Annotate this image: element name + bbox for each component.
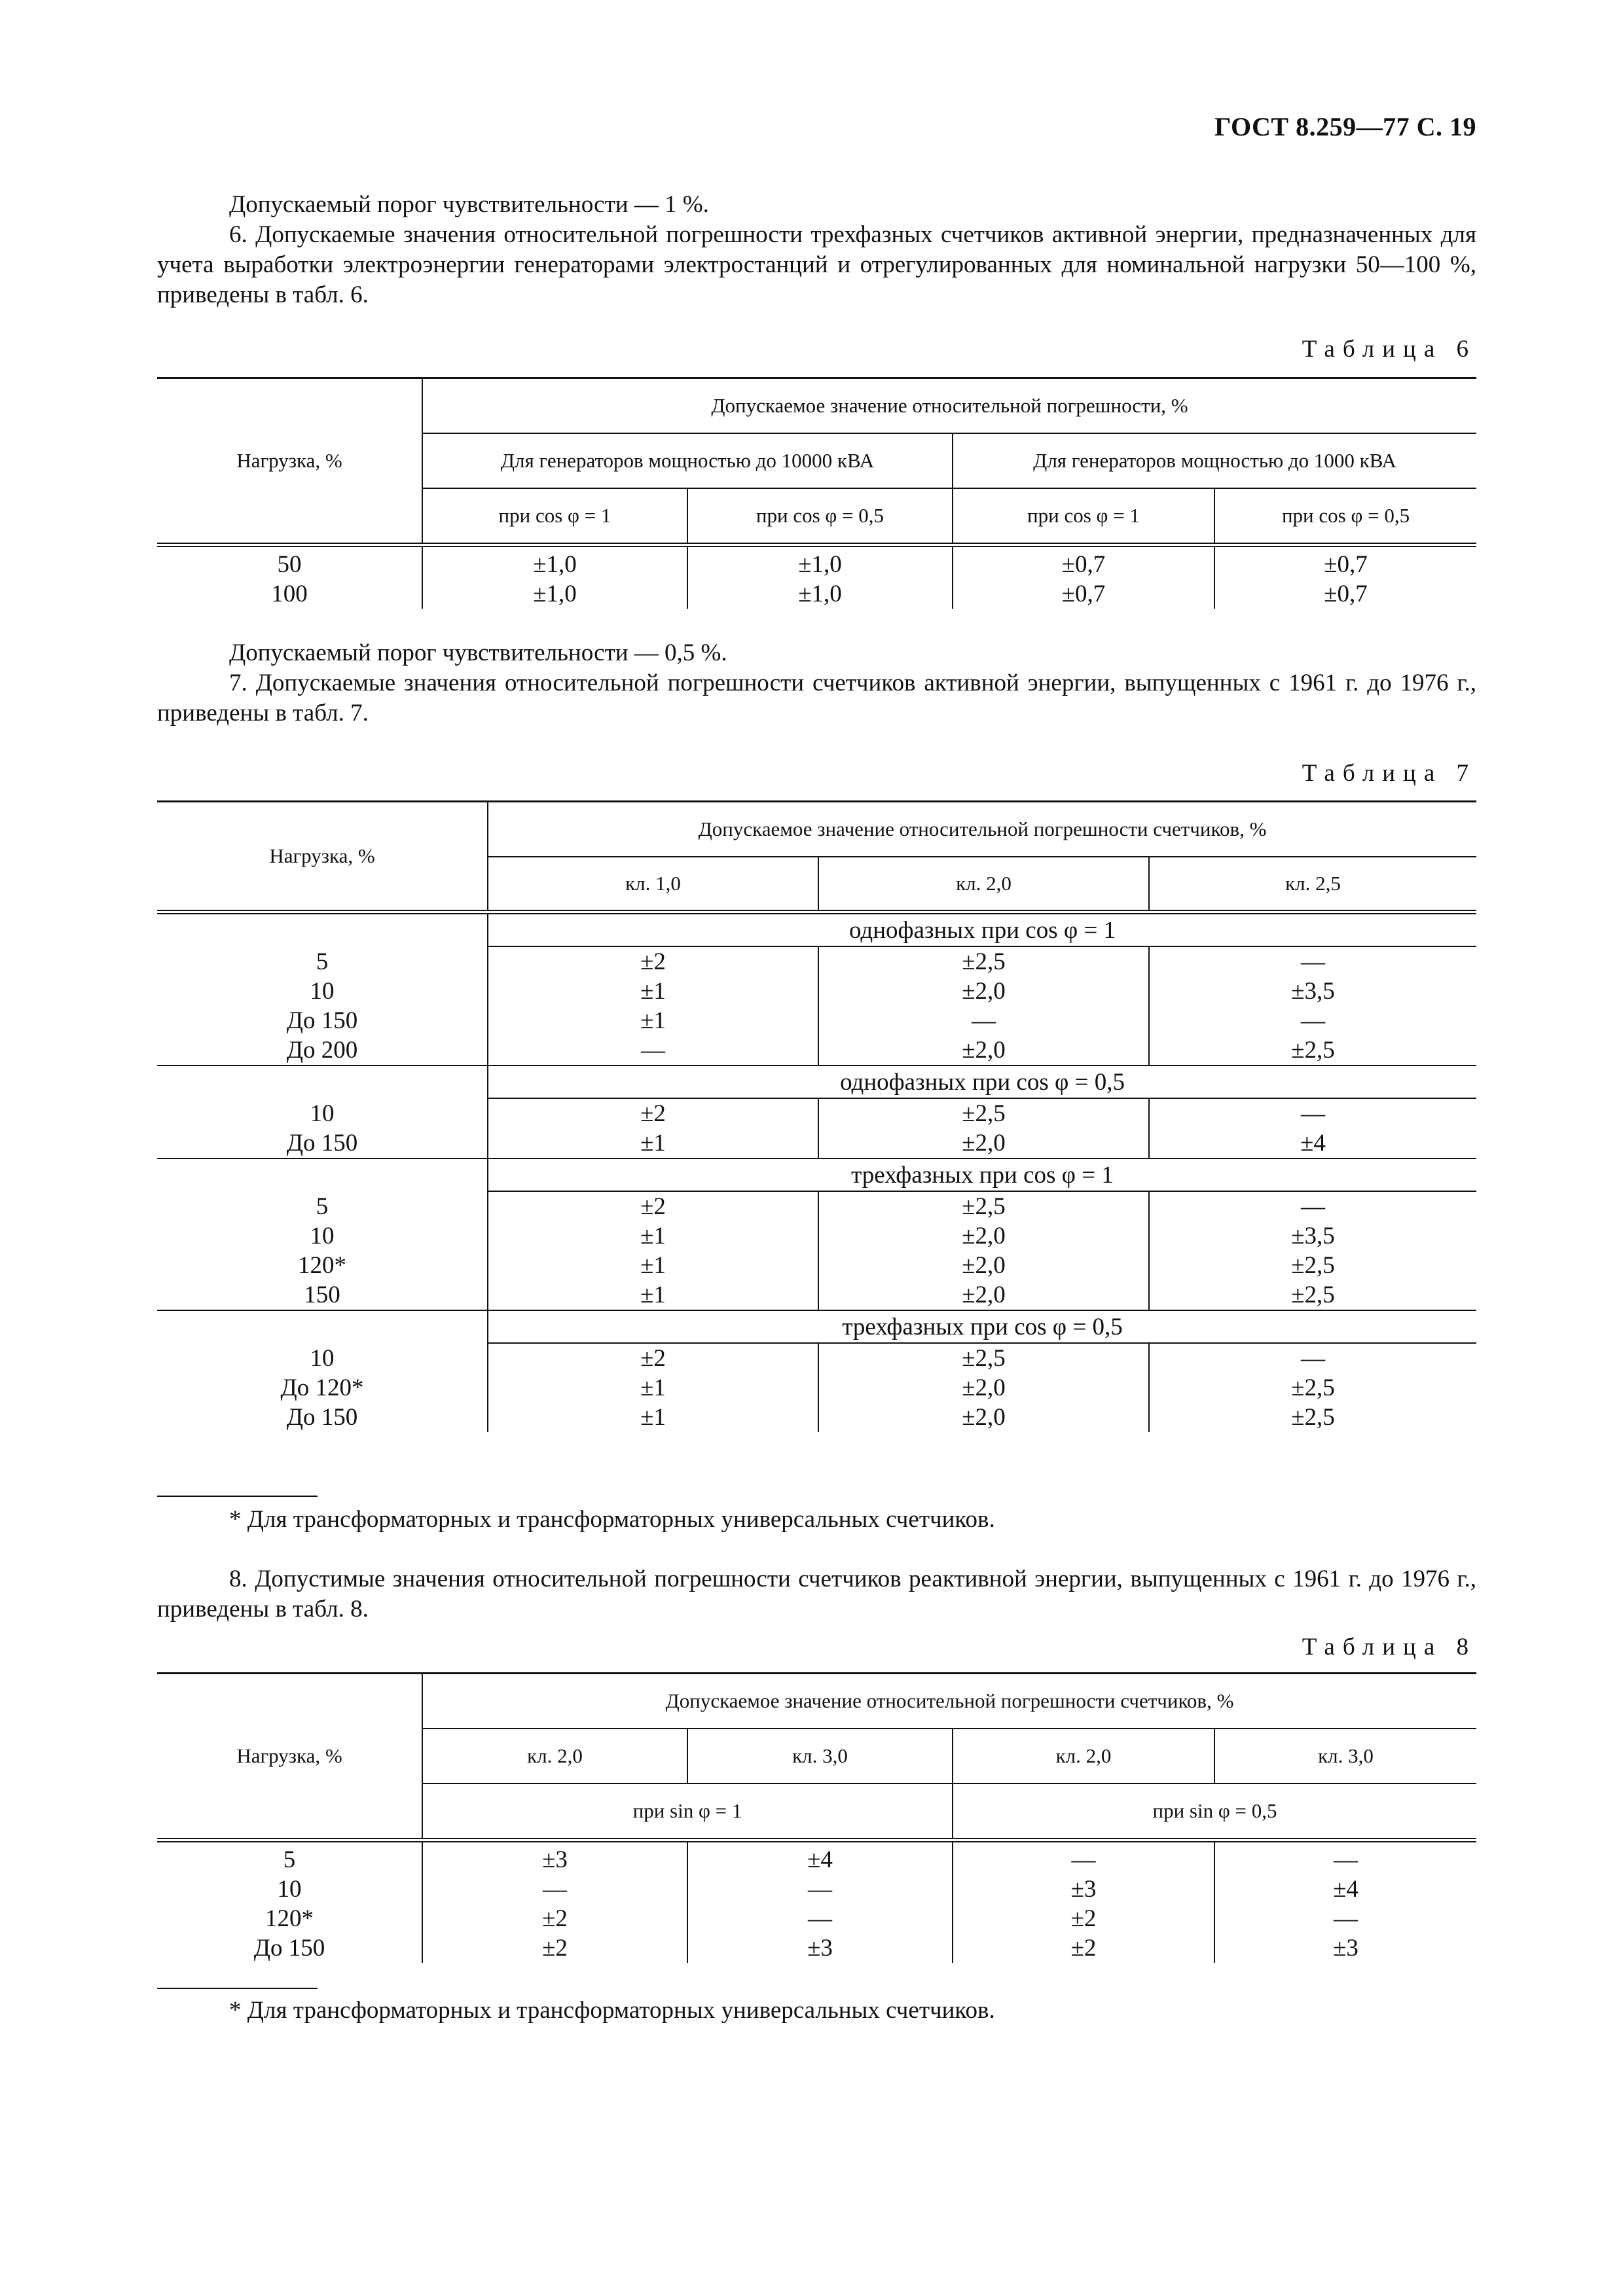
table-8-group-header: Допускаемое значение относительной погрешности счетчиков, % — [422, 1674, 1476, 1729]
table-8-col2: ±4 — — ±3 — [687, 1840, 953, 1964]
table-8-col4: — ±4 — ±3 — [1214, 1840, 1476, 1964]
table-8-class-b: кл. 3,0 — [687, 1729, 953, 1784]
table-7-sec4-title: трехфазных при cos φ = 0,5 — [488, 1310, 1476, 1343]
table-8-sin05: при sin φ = 0,5 — [953, 1784, 1476, 1840]
paragraph-7: 7. Допускаемые значения относительной погрешности счетчиков активной энергии, выпущенных с 1961 г. до 1976 г., приведены в табл. 7. — [157, 670, 1476, 726]
table-7-sec1-col2: ±2,5 ±2,0 — ±2,0 — [818, 946, 1149, 1066]
section-7-text — [157, 638, 1476, 728]
table-7-sec3-col1: ±2 ±1 ±1 ±1 — [488, 1191, 818, 1310]
table-7-class-2-0: кл. 2,0 — [818, 857, 1149, 912]
table-7-sec4-loads: 10 До 120* До 150 — [280, 1345, 364, 1431]
table-7-class-2-5: кл. 2,5 — [1149, 857, 1476, 912]
table-6-col4: ±0,7 ±0,7 — [1214, 545, 1476, 609]
table-8-sin1: при sin φ = 1 — [422, 1784, 953, 1840]
table-7-group-header: Допускаемое значение относительной погрешности счетчиков, % — [488, 802, 1476, 857]
table-7-sec1-loads: 5 10 До 150 До 200 — [157, 912, 488, 1066]
threshold-note-2: Допускаемый порог чувствительности — 0,5 %. — [229, 639, 727, 666]
table-6-cos1-b: при cos φ = 1 — [953, 488, 1214, 545]
table-6-col2: ±1,0 ±1,0 — [687, 545, 953, 609]
table-7-sec4-col1: ±2 ±1 ±1 — [488, 1343, 818, 1432]
section-6-text — [157, 190, 1476, 310]
table-7-footnote: * Для трансформаторных и трансформаторных универсальных счетчиков. — [229, 1506, 995, 1533]
table-6-sub-1000: Для генераторов мощностью до 1000 кВА — [953, 433, 1476, 488]
table-8-class-d: кл. 3,0 — [1214, 1729, 1476, 1784]
table-6-caption: Таблица 6 — [1302, 336, 1476, 363]
table-7-class-1-0: кл. 1,0 — [488, 857, 818, 912]
table-7-sec1-title: однофазных при cos φ = 1 — [488, 912, 1476, 947]
section-8-text — [157, 1564, 1476, 1624]
table-6-group-header: Допускаемое значение относительной погрешности, % — [422, 378, 1476, 434]
table-6-loads: 50 100 — [271, 551, 308, 607]
table-7-sec3-col3: — ±3,5 ±2,5 ±2,5 — [1149, 1191, 1476, 1310]
table-6 — [157, 377, 1476, 609]
threshold-note-1: Допускаемый порог чувствительности — 1 %. — [229, 191, 709, 218]
page-header: ГОСТ 8.259—77 С. 19 — [1214, 112, 1476, 141]
table-8-footnote: * Для трансформаторных и трансформаторных универсальных счетчиков. — [229, 1997, 995, 2024]
table-7-caption: Таблица 7 — [1302, 760, 1476, 787]
paragraph-8: 8. Допустимые значения относительной погрешности счетчиков реактивной энергии, выпущенных с 1961 г. до 1976 г., приведены в табл. 8. — [157, 1566, 1476, 1623]
table-8-loads: 5 10 120* До 150 — [253, 1846, 325, 1962]
table-7-sec3-col2: ±2,5 ±2,0 ±2,0 ±2,0 — [818, 1191, 1149, 1310]
table-6-sub-10000: Для генераторов мощностью до 10000 кВА — [422, 433, 953, 488]
table-8-class-a: кл. 2,0 — [422, 1729, 687, 1784]
table-6-cos05-b: при cos φ = 0,5 — [1214, 488, 1476, 545]
table-7-sec2-col1: ±2 ±1 — [488, 1098, 818, 1158]
table-7-sec1-col1: ±2 ±1 ±1 — — [488, 946, 818, 1066]
table-8-footnote-rule — [157, 1988, 318, 1989]
table-7-footnote-rule — [157, 1496, 318, 1497]
table-6-col1: ±1,0 ±1,0 — [422, 545, 687, 609]
table-6-col3: ±0,7 ±0,7 — [953, 545, 1214, 609]
table-7-sec2-title: однофазных при cos φ = 0,5 — [488, 1066, 1476, 1098]
table-7-sec3-title: трехфазных при cos φ = 1 — [488, 1158, 1476, 1191]
table-7-sec3-loads: 5 10 120* 150 — [157, 1158, 488, 1310]
table-8-class-c: кл. 2,0 — [953, 1729, 1214, 1784]
table-6-load-header: Нагрузка, % — [157, 378, 422, 545]
table-7-sec4-col2: ±2,5 ±2,0 ±2,0 — [818, 1343, 1149, 1432]
table-7-load-header: Нагрузка, % — [157, 802, 488, 912]
table-7-sec4-col3: — ±2,5 ±2,5 — [1149, 1343, 1476, 1432]
table-7 — [157, 800, 1476, 1432]
table-6-cos05-a: при cos φ = 0,5 — [687, 488, 953, 545]
table-8-load-header: Нагрузка, % — [157, 1674, 422, 1840]
table-7-sec1-col3: — ±3,5 — ±2,5 — [1149, 946, 1476, 1066]
paragraph-6: 6. Допускаемые значения относительной погрешности трехфазных счетчиков активной энергии, предназначенных для учета выработки электроэнергии генераторами электростанций и отрегулированных для номинальной нагрузки 50—100 %, приведены в табл. 6. — [157, 221, 1476, 308]
table-8-col3: — ±3 ±2 ±2 — [953, 1840, 1214, 1964]
table-8 — [157, 1672, 1476, 1963]
table-7-sec2-loads: 10 До 150 — [157, 1066, 488, 1158]
table-7-sec2-col2: ±2,5 ±2,0 — [818, 1098, 1149, 1158]
table-6-cos1-a: при cos φ = 1 — [422, 488, 687, 545]
table-7-sec2-col3: — ±4 — [1149, 1098, 1476, 1158]
table-8-caption: Таблица 8 — [1302, 1634, 1476, 1660]
table-8-col1: ±3 — ±2 ±2 — [422, 1840, 687, 1964]
